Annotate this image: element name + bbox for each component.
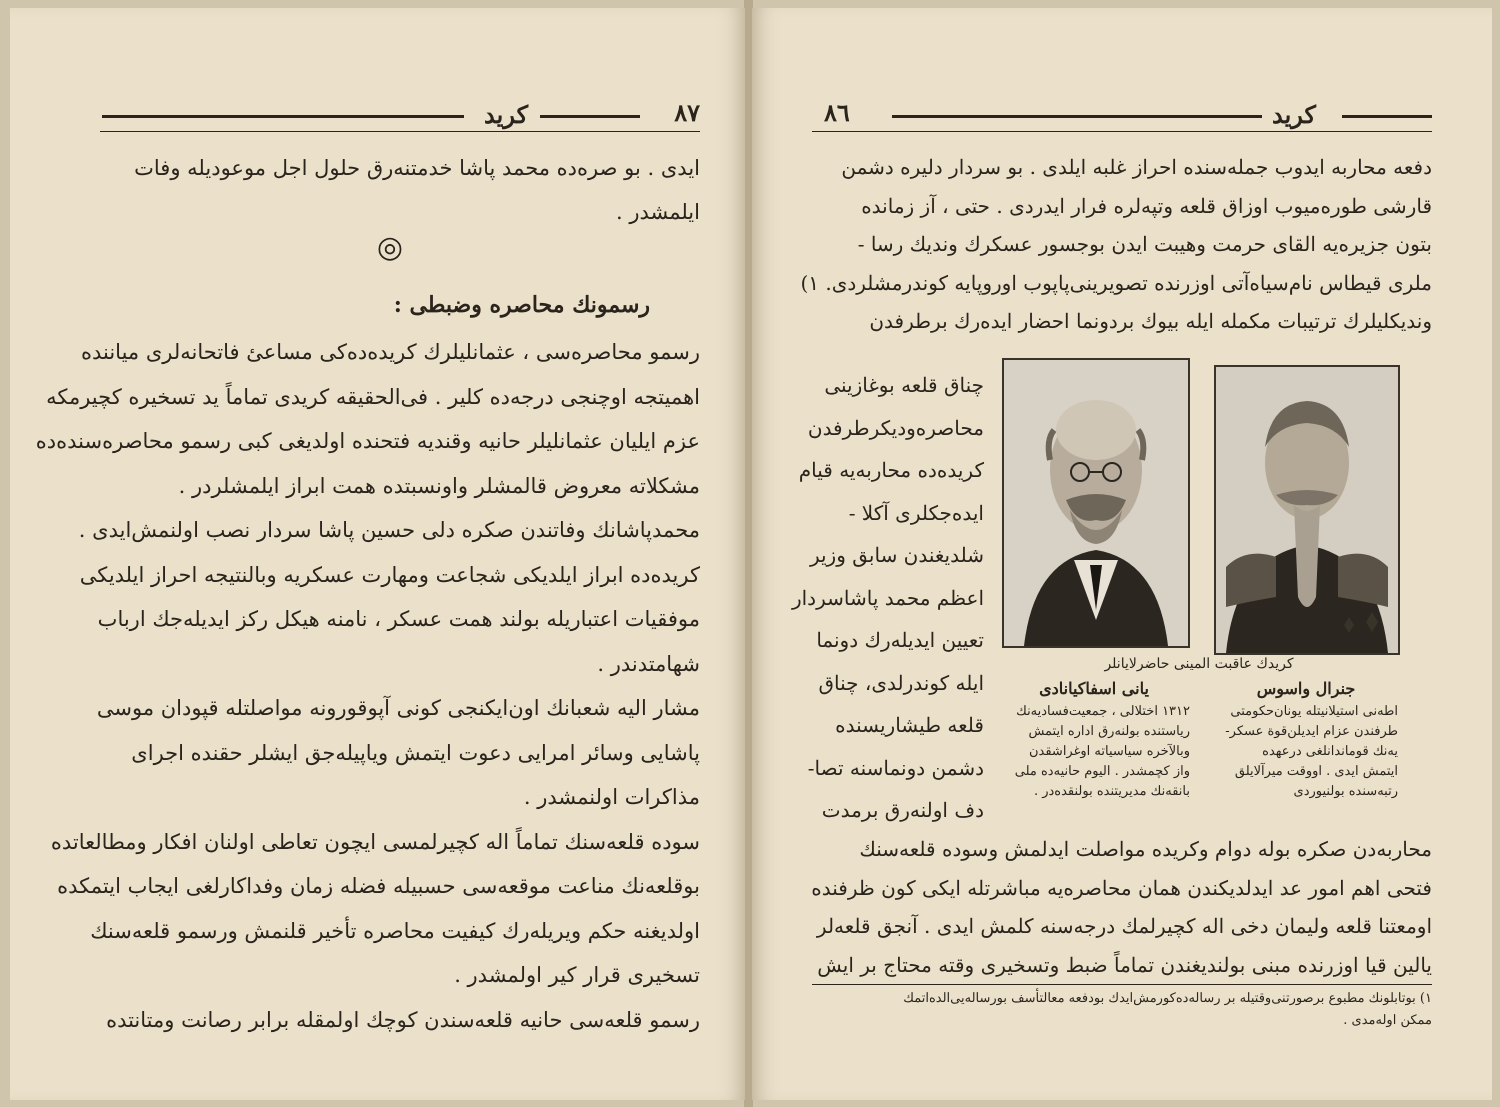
text-line: تسخيرى قرار كير اولمشدر .: [454, 963, 700, 987]
portrait-right-text: [1214, 702, 1398, 802]
caption-line: واز كچمشدر . اليوم حانيەدە ملى: [1014, 764, 1190, 779]
right-header-rule-left: [892, 115, 1262, 118]
text-line: محمدپاشانك وفاتندن صكره دلى حسين پاشا سردار نصب اولنمش‌ايدى .: [78, 518, 700, 542]
text-line: عزم ايليان عثمانليلر حانيه وقنديه فتحندە اولديغى كبى رسمو محاصرەسندەدە: [35, 429, 700, 453]
text-line: ايده‌جكلرى آكلا -: [848, 500, 984, 525]
portrait-photo-right: [1214, 365, 1400, 655]
text-line: اهميتجە اوچنجى درجەدە كلير . فى‌الحقيقه كريدى تماماً يد تسخيرە كچيرمكه: [46, 384, 700, 409]
right-running-header: [812, 98, 1432, 138]
paragraph: [96, 686, 700, 820]
paragraph: [102, 998, 700, 1043]
text-line: رسمو محاصرەسى ، عثمانليلرك كريدەدەكى مساعئ فاتحانەلرى ميانندە: [80, 340, 700, 364]
left-header-rule-left: [102, 115, 464, 118]
text-line: مشكلاته معروض قالمشلر واونسبتده همت ابراز ايلمشلردر .: [178, 473, 700, 498]
text-line: پاشايى وسائر امرايى دعوت ايتمش وياپيله‌جق ايشلر حقندە اجراى: [131, 740, 700, 765]
text-line: ملرى قيطاس نام‌سياه‌آتى اوزرندە تصويرينى‌پاپوب اوروپايه كوندرمشلردى. ١): [800, 270, 1432, 295]
left-top-text: [102, 146, 700, 234]
right-page-number: ٨٦: [824, 98, 850, 127]
portrait-left-illustration: [1004, 360, 1188, 646]
caption-line: بانقەنك مديريتندە بولنقدەدر .: [1033, 784, 1190, 799]
text-line: مذاكرات اولنمشدر .: [523, 785, 700, 809]
caption-line: رتبەسندە بولنيوردى: [1293, 784, 1398, 799]
footnote-line: ١) بوتابلونك مطبوع برصورتنى‌وقتيله بر رسالەدەكورمش‌ايدك بودفعه معالتأسف بورسالەيى‌الدەاتمك: [903, 991, 1432, 1006]
text-line: كريدەدە ابراز ايلديكى شجاعت ومهارت عسكريه وبالنتيجه احراز ايلديكى: [79, 562, 700, 587]
left-header-rule-right: [540, 115, 640, 118]
right-header-title: كريد: [1272, 100, 1316, 129]
left-body-text: [35, 330, 700, 1042]
caption-line: اطەنى استيلانيتله يونان‌حكومتى: [1230, 704, 1398, 719]
photo-caption-title: كريدك عاقبت المينى حاضرلايانلر: [1104, 656, 1294, 672]
footnote: [812, 988, 1432, 1032]
text-line: موفقيات اعتباريله بولند همت عسكر ، نامنه هيكل ركز ايديله‌جك ارباب: [97, 607, 700, 631]
text-line: بوقلعەنك مناعت موقعەسى حسبيله فضله زمان وفداكارلغى ايجاب ايتمكدە: [57, 874, 700, 898]
right-bottom-text: [812, 830, 1432, 984]
right-header-rule-right: [1342, 115, 1432, 118]
paragraph: [78, 508, 700, 686]
section-subheading: رسمونك محاصره وضبطى :: [393, 292, 650, 318]
left-header-title: كريد: [484, 100, 528, 129]
text-line: محاربەدن صكره بوله دوام وكريده مواصلت ايدلمش وسوده قلعەسنك: [859, 837, 1432, 861]
text-line: كريدەدە محاربه‌يه قيام: [798, 458, 984, 482]
left-running-header: [100, 98, 700, 138]
footnote-rule: [812, 984, 1432, 985]
portrait-right-illustration: [1216, 367, 1398, 653]
text-line: اعظم محمد پاشاسردار: [791, 585, 984, 610]
text-line: تعيين ايديله‌رك دونما: [816, 628, 984, 652]
caption-line: ١٣١٢ اختلالى ، جمعيت‌فساديەنك: [1016, 704, 1190, 719]
left-header-underline: [100, 131, 700, 132]
caption-line: وبالآخرە سياسياته اوغراشقدن: [1028, 744, 1190, 759]
text-line: رسمو قلعەسى حانيه قلعەسندن كوچك اولمقله برابر رصانت ومتانتدە: [106, 1007, 700, 1032]
text-line: اولديغنه حكم ويريله‌رك كيفيت محاصره تأخير قلنمش ورسمو قلعەسنك: [90, 918, 700, 943]
paragraph: [35, 330, 700, 508]
portrait-left-text: [998, 702, 1190, 802]
text-line: شلديغندن سابق وزير: [809, 543, 984, 567]
right-page: [752, 8, 1492, 1100]
text-line: ايدی . بو صرەدە محمد پاشا خدمتنه‌رق حلول اجل موعوديله وفات: [134, 156, 700, 180]
text-line: ونديكليلرك ترتيبات مكمله ايله بيوك بردونما احضار ايدەرك برطرفدن: [869, 309, 1432, 333]
text-line: سودە قلعەسنك تماماً اله كچيرلمسى ايچون تعاطى اولنان افكار ومطالعاتدە: [50, 829, 700, 854]
paragraph: [50, 820, 700, 998]
portrait-photo-left: [1002, 358, 1190, 648]
text-line: دشمن دونماسنه تصا-: [807, 755, 984, 780]
portrait-right-name: جنرال واسوس: [1256, 679, 1356, 698]
caption-line: رياستندە بولنەرق ادارە ايتمش: [1028, 724, 1190, 739]
right-header-underline: [812, 131, 1432, 132]
text-line: فتحى اهم امور عد ايدلديكندن همان محاصرەيه مباشرتله ايكى كون ظرفندە: [811, 875, 1432, 900]
text-line: دف اولنەرق برمدت: [821, 798, 984, 822]
text-line: قارشى طورەميوب اوزاق قلعه وتپەلره فرار ايدردى . حتى ، آز زماندە: [861, 193, 1432, 218]
text-line: ايلمشدر .: [615, 200, 700, 224]
text-line: يالين قيا اوزرندە مبنى بولنديغندن تماماً ضبط وتسخيرى وقته محتاج بر ايش: [817, 952, 1432, 977]
text-line: چناق قلعه بوغازينى: [824, 373, 984, 397]
caption-line: ايتمش ايدى . اووقت ميرآلايلق: [1234, 764, 1398, 779]
portrait-left-caption: [998, 676, 1190, 802]
text-line: شهامتدندر .: [597, 651, 700, 676]
text-line: مشار اليه شعبانك اون‌ايكنجى كونى آپوقورونه مواصلتله قپودان موسى: [96, 696, 700, 720]
section-ornament: ◎: [376, 230, 404, 265]
caption-line: طرفندن عزام ايديلن‌قوة عسكر-: [1225, 724, 1398, 739]
text-line: دفعه محاربه ايدوب جملەسندە احراز غلبه ايلدى . بو سردار دليره دشمن: [841, 155, 1432, 179]
left-page-number: ٨٧: [674, 98, 700, 127]
footnote-line: ممكن اولەمدى .: [1343, 1013, 1432, 1028]
text-line: ايله كوندرلدى، چناق: [818, 670, 984, 695]
text-line: اومعتنا قلعه وليمان دخى اله كچيرلمك درجەسنه كلمش ايدى . آنجق قلعەلر: [816, 914, 1432, 938]
text-line: بتون جزيرەيه القاى حرمت وهيبت ايدن بوجسور عسكرك ونديك رسا -: [857, 232, 1432, 256]
caption-line: يەنك قوماندانلغى درعهدە: [1262, 744, 1398, 759]
text-line: قلعه طيشاريسندە: [835, 713, 984, 737]
portrait-left-name: يانى اسفاكيانادى: [1039, 679, 1149, 698]
right-top-text: [800, 148, 1432, 341]
portrait-right-caption: [1214, 676, 1398, 802]
left-page: [10, 8, 745, 1100]
side-column-text: [791, 364, 984, 832]
text-line: محاصرەودیكرطرفدن: [807, 415, 984, 440]
